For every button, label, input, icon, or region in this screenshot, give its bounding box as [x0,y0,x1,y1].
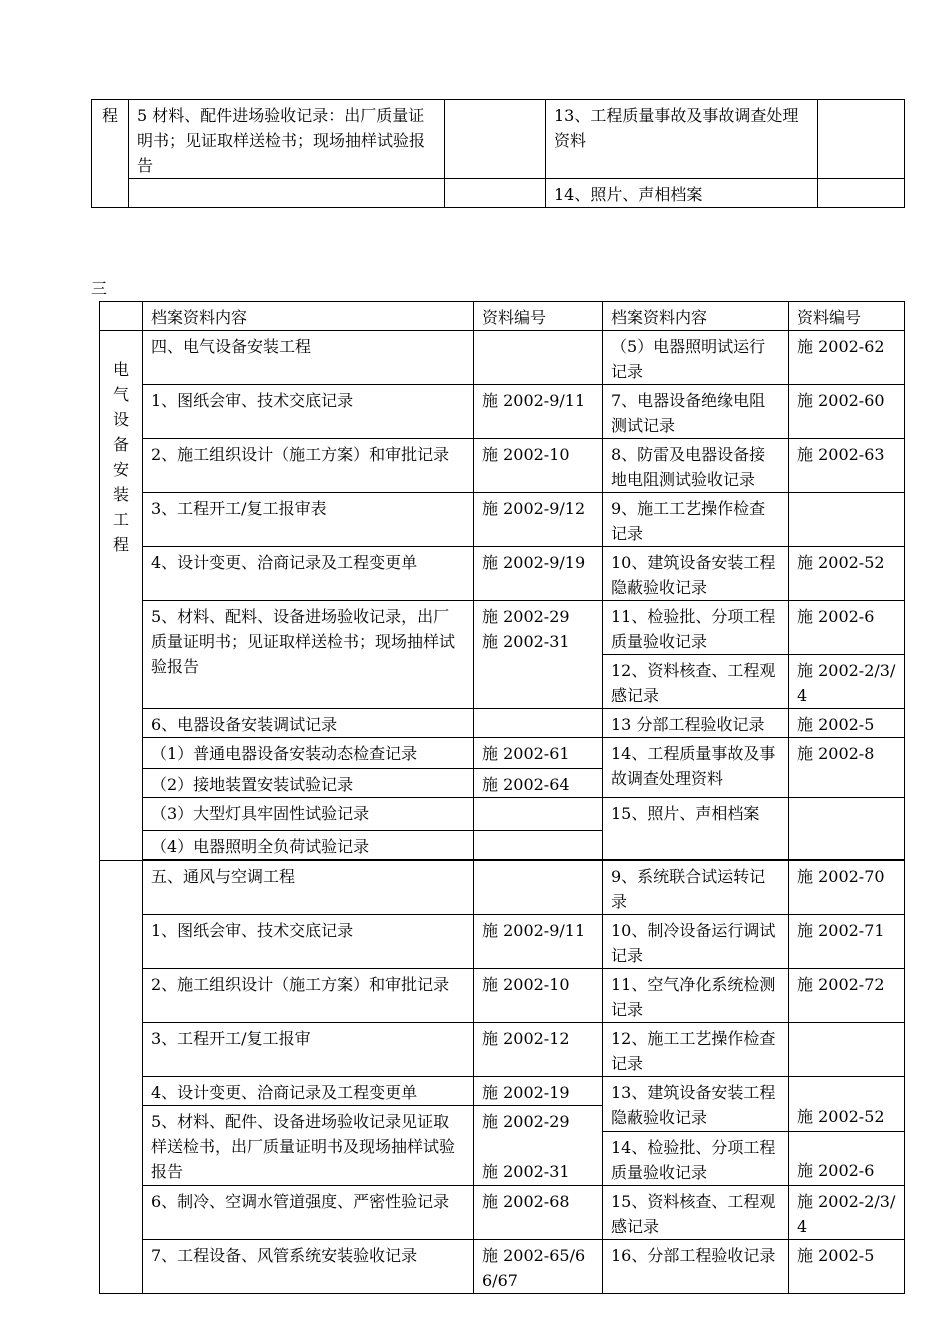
cell-code: 施 2002-2/3/4 [789,1186,905,1240]
section-number: 三 [91,279,108,298]
table-row [100,798,905,831]
cell-code [474,601,603,709]
cell-code: 施 2002-12 [474,1023,603,1077]
cell-code: 施 2002-6 [789,1132,905,1186]
cell-code: 施 2002-10 [474,439,603,493]
cell-code [789,493,905,547]
code-line: 施 2002-31 [482,1162,570,1181]
cell-content: 13、工程质量事故及事故调查处理资料 [546,100,818,179]
cell-content: 11、空气净化系统检测记录 [603,969,789,1023]
cell-code [474,1106,603,1186]
header-content: 档案资料内容 [603,302,789,331]
table-row [100,493,905,547]
section-label: 程 [92,100,129,208]
cell-content: 6、电器设备安装调试记录 [143,709,474,738]
table-row [100,709,905,738]
cell-content: （3）大型灯具牢固性试验记录 [143,798,474,831]
cell-content: 10、建筑设备安装工程隐蔽验收记录 [603,547,789,601]
cell-content: 13 分部工程验收记录 [603,709,789,738]
cell-code: 施 2002-52 [789,1077,905,1132]
table-row [100,547,905,601]
cell-content: （1）普通电器设备安装动态检查记录 [143,738,474,769]
cell-content: 15、照片、声相档案 [603,798,789,860]
table-row [100,969,905,1023]
cell-code: 施 2002-6 [789,601,905,655]
cell-content: 14、照片、声相档案 [546,179,818,208]
cell-content: 10、制冷设备运行调试记录 [603,915,789,969]
cell-code [474,709,603,738]
table-row [100,385,905,439]
cell-content: 四、电气设备安装工程 [143,331,474,385]
cell-code: 施 2002-68 [474,1186,603,1240]
table-row [100,331,905,385]
cell-code [818,100,905,179]
cell-content: 5 材料、配件进场验收记录：出厂质量证明书；见证取样送检书；现场抽样试验报告 [129,100,445,179]
cell-content: 1、图纸会审、技术交底记录 [143,915,474,969]
cell-code: 施 2002-5 [789,709,905,738]
cell-code: 施 2002-71 [789,915,905,969]
cell-content: 9、系统联合试运转记录 [603,861,789,915]
cell-code: 施 2002-60 [789,385,905,439]
cell-code [445,179,546,208]
cell-code: 施 2002-9/11 [474,385,603,439]
cell-content [129,179,445,208]
cell-content: 5、材料、配件、设备进场验收记录见证取样送检书，出厂质量证明书及现场抽样试验报告 [143,1106,474,1186]
cell-code: 施 2002-61 [474,738,603,769]
cell-content: 1、图纸会审、技术交底记录 [143,385,474,439]
cell-content: 2、施工组织设计（施工方案）和审批记录 [143,439,474,493]
section-label-electrical: 电 气 设 备 安 装 工 程 [100,331,143,861]
cell-code: 施 2002-8 [789,738,905,798]
cell-code [789,1023,905,1077]
cell-content: 4、设计变更、洽商记录及工程变更单 [143,1077,474,1106]
section-label-hvac [100,861,143,1294]
header-code: 资料编号 [474,302,603,331]
code-line: 施 2002-29 [482,607,570,626]
cell-content: 6、制冷、空调水管道强度、严密性验记录 [143,1186,474,1240]
cell-code: 施 2002-52 [789,547,905,601]
cell-code [445,100,546,179]
cell-content: 7、电器设备绝缘电阻测试记录 [603,385,789,439]
cell-code: 施 2002-19 [474,1077,603,1106]
cell-content: 14、检验批、分项工程质量验收记录 [603,1132,789,1186]
table-row [100,861,905,915]
cell-code: 施 2002-9/19 [474,547,603,601]
cell-content: 五、通风与空调工程 [143,861,474,915]
cell-content: （5）电器照明试运行记录 [603,331,789,385]
table-row [100,738,905,769]
cell-code: 施 2002-9/11 [474,915,603,969]
table-row [100,1186,905,1240]
header-code: 资料编号 [789,302,905,331]
cell-content: 13、建筑设备安装工程隐蔽验收记录 [603,1077,789,1132]
cell-content: 5、材料、配料、设备进场验收记录，出厂质量证明书；见证取样送检书；现场抽样试验报告 [143,601,474,709]
cell-code: 施 2002-72 [789,969,905,1023]
cell-content: 4、设计变更、洽商记录及工程变更单 [143,547,474,601]
cell-content: 2、施工组织设计（施工方案）和审批记录 [143,969,474,1023]
cell-code: 施 2002-62 [789,331,905,385]
cell-content: 3、工程开工/复工报审 [143,1023,474,1077]
table-row [100,439,905,493]
table-row [100,1240,905,1294]
cell-code: 施 2002-64 [474,769,603,798]
cell-code: 施 2002-70 [789,861,905,915]
cell-content: （2）接地装置安装试验记录 [143,769,474,798]
cell-code [474,331,603,385]
cell-content: 12、资料核查、工程观感记录 [603,655,789,709]
cell-content: （4）电器照明全负荷试验记录 [143,831,474,860]
code-line: 施 2002-29 [482,1112,570,1131]
cell-content: 15、资料核查、工程观感记录 [603,1186,789,1240]
header-content: 档案资料内容 [143,302,474,331]
table-row [100,1023,905,1077]
cell-code: 施 2002-5 [789,1240,905,1294]
cell-content: 16、分部工程验收记录 [603,1240,789,1294]
archive-table [99,301,905,1294]
cell-code: 施 2002-10 [474,969,603,1023]
cell-code [474,861,603,915]
cell-content: 11、检验批、分项工程质量验收记录 [603,601,789,655]
header-blank [100,302,143,331]
cell-code [474,831,603,860]
cell-code [789,798,905,860]
cell-code [818,179,905,208]
cell-content: 7、工程设备、风管系统安装验收记录 [143,1240,474,1294]
continuation-table [91,99,905,208]
table-row [100,601,905,655]
table-row [100,1077,905,1106]
cell-code: 施 2002-9/12 [474,493,603,547]
cell-content: 12、施工工艺操作检查记录 [603,1023,789,1077]
table-row [100,915,905,969]
cell-code [474,798,603,831]
cell-content: 8、防雷及电器设备接地电阻测试验收记录 [603,439,789,493]
cell-code: 施 2002-2/3/4 [789,655,905,709]
cell-content: 3、工程开工/复工报审表 [143,493,474,547]
cell-content: 9、施工工艺操作检查记录 [603,493,789,547]
cell-content: 14、工程质量事故及事故调查处理资料 [603,738,789,798]
cell-code: 施 2002-63 [789,439,905,493]
code-line: 施 2002-31 [482,632,570,651]
header-row [100,302,905,331]
cell-code: 施 2002-65/66/67 [474,1240,603,1294]
